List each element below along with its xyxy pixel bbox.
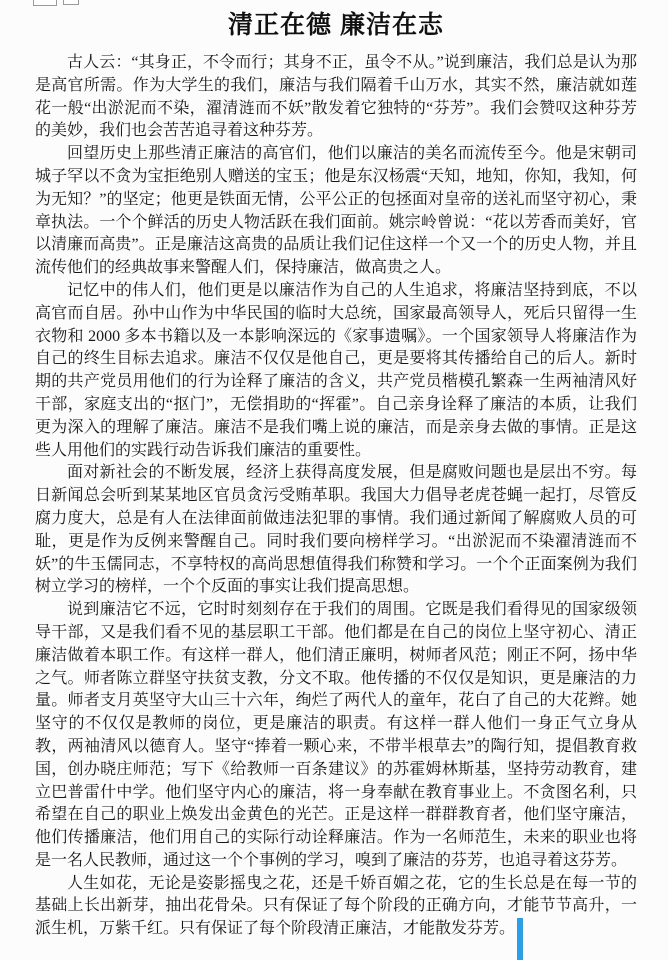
paragraph-teachers[interactable]: 说到廉洁它不远，它时时刻刻存在于我们的周围。它既是我们看得见的国家级领导干部，又是我们看不见的基层职工干部。他们都是在自己的岗位上坚守初心、清正廉洁做着本职工作。有这样一群人，他们清正廉明，树师者风范；刚正不阿，扬中华之气。师者陈立群坚守扶贫支教，分文不取。他传播的不仅仅是知识，更是廉洁的力量。师者支月英坚守大山三十六年，绚烂了两代人的童年，花白了自己的大花辫。她坚守的不仅仅是教师的岗位，更是廉洁的职责。有这样一群人他们一身正气立身从教，两袖清风以德育人。坚守“捧着一颗心来，不带半根草去”的陶行知，提倡教育救国，创办晓庄师范；写下《给教师一百条建议》的苏霍姆林斯基，坚持劳动教育，建立巴普雷什中学。他们坚守内心的廉洁，将一身奉献在教育事业上。不贪图名利，只希望在自己的职业上焕发出金黄色的光芒。正是这样一群群教育者，他们坚守廉洁，他们传播廉洁，他们用自己的实际行动诠释廉洁。作为一名师范生，未来的职业也将是一名人民教师，通过这一个个事例的学习，嗅到了廉洁的芬芳，也追寻着这芬芳。 bbox=[35, 601, 637, 869]
text-cursor bbox=[517, 918, 523, 960]
document-body[interactable] bbox=[35, 6, 637, 960]
paragraph-history[interactable]: 回望历史上那些清正廉洁的高官们，他们以廉洁的美名而流传至今。他是宋朝司城子罕以不贪为宝拒绝别人赠送的宝玉；他是东汉杨震“天知，地知，你知，我知，何为无知？”的坚定；他更是铁面无情，公平公正的包拯面对皇帝的送礼而坚守初心，秉章执法。一个个鲜活的历史人物活跃在我们面前。姚宗岭曾说：“花以芳香而美好，官以清廉而高贵”。正是廉洁这高贵的品质让我们记住这样一个又一个的历史人物，并且流传他们的经典故事来警醒人们，保持廉洁，做高贵之人。 bbox=[35, 145, 637, 277]
paragraph-great-people[interactable]: 记忆中的伟人们，他们更是以廉洁作为自己的人生追求，将廉洁坚持到底，不以高官而自居。孙中山作为中华民国的临时大总统，国家最高领导人，死后只留得一生衣物和 2000 多本书籍以及一本影响深远的《家事遗嘱》。一个国家领导人将廉洁作为自己的终生目标去追求。廉洁不仅仅是他自己，更是要将其传播给自己的后人。新时期的共产党员用他们的行为诠释了廉洁的含义，共产党员楷模孔繁森一生两袖清风好干部，家庭支出的“抠门”，无偿捐助的“挥霍”。自己亲身诠释了廉洁的本质，让我们更为深入的理解了廉洁。廉洁不是我们嘴上说的廉洁，而是亲身去做的事情。正是这些人用他们的实践行动告诉我们廉洁的重要性。 bbox=[35, 281, 637, 459]
top-edge-ui-remnant bbox=[63, 0, 79, 5]
paragraph-conclusion-text: 人生如花，无论是姿影摇曳之花，还是千娇百媚之花，它的生长总是在每一节的基础上长出新芽，抽出花骨朵。只有保证了每个阶段的正确方向，才能节节高升，一派生机，万紫千红。只有保证了每个阶段清正廉洁，才能散发芬芳。 bbox=[35, 874, 637, 938]
document-title: 清正在德 廉洁在志 bbox=[228, 11, 444, 39]
paragraph-conclusion[interactable] bbox=[35, 873, 637, 960]
paragraph-modern-society[interactable]: 面对新社会的不断发展，经济上获得高度发展，但是腐败问题也是层出不穷。每日新闻总会听到某某地区官员贪污受贿革职。我国大力倡导老虎苍蝇一起打，尽管反腐力度大，总是有人在法律面前做违法犯罪的事情。我们通过新闻了解腐败人员的可耻，更是作为反例来警醒自己。同时我们要向榜样学习。“出淤泥而不染濯清涟而不妖”的牛玉儒同志，不享特权的高尚思想值得我们称赞和学习。一个个正面案例为我们树立学习的榜样，一个个反面的事实让我们提高思想。 bbox=[35, 464, 637, 596]
paragraph-intro[interactable]: 古人云：“其身正，不令而行；其身不正，虽令不从。”说到廉洁，我们总是认为那是高官所需。作为大学生的我们，廉洁与我们隔着千山万水，其实不然，廉洁就如莲花一般“出淤泥而不染，濯清涟而不妖”散发着它独特的“芬芳”。我们会赞叹这种芬芳的美妙，我们也会苦苦追寻着这种芬芳。 bbox=[35, 54, 637, 140]
